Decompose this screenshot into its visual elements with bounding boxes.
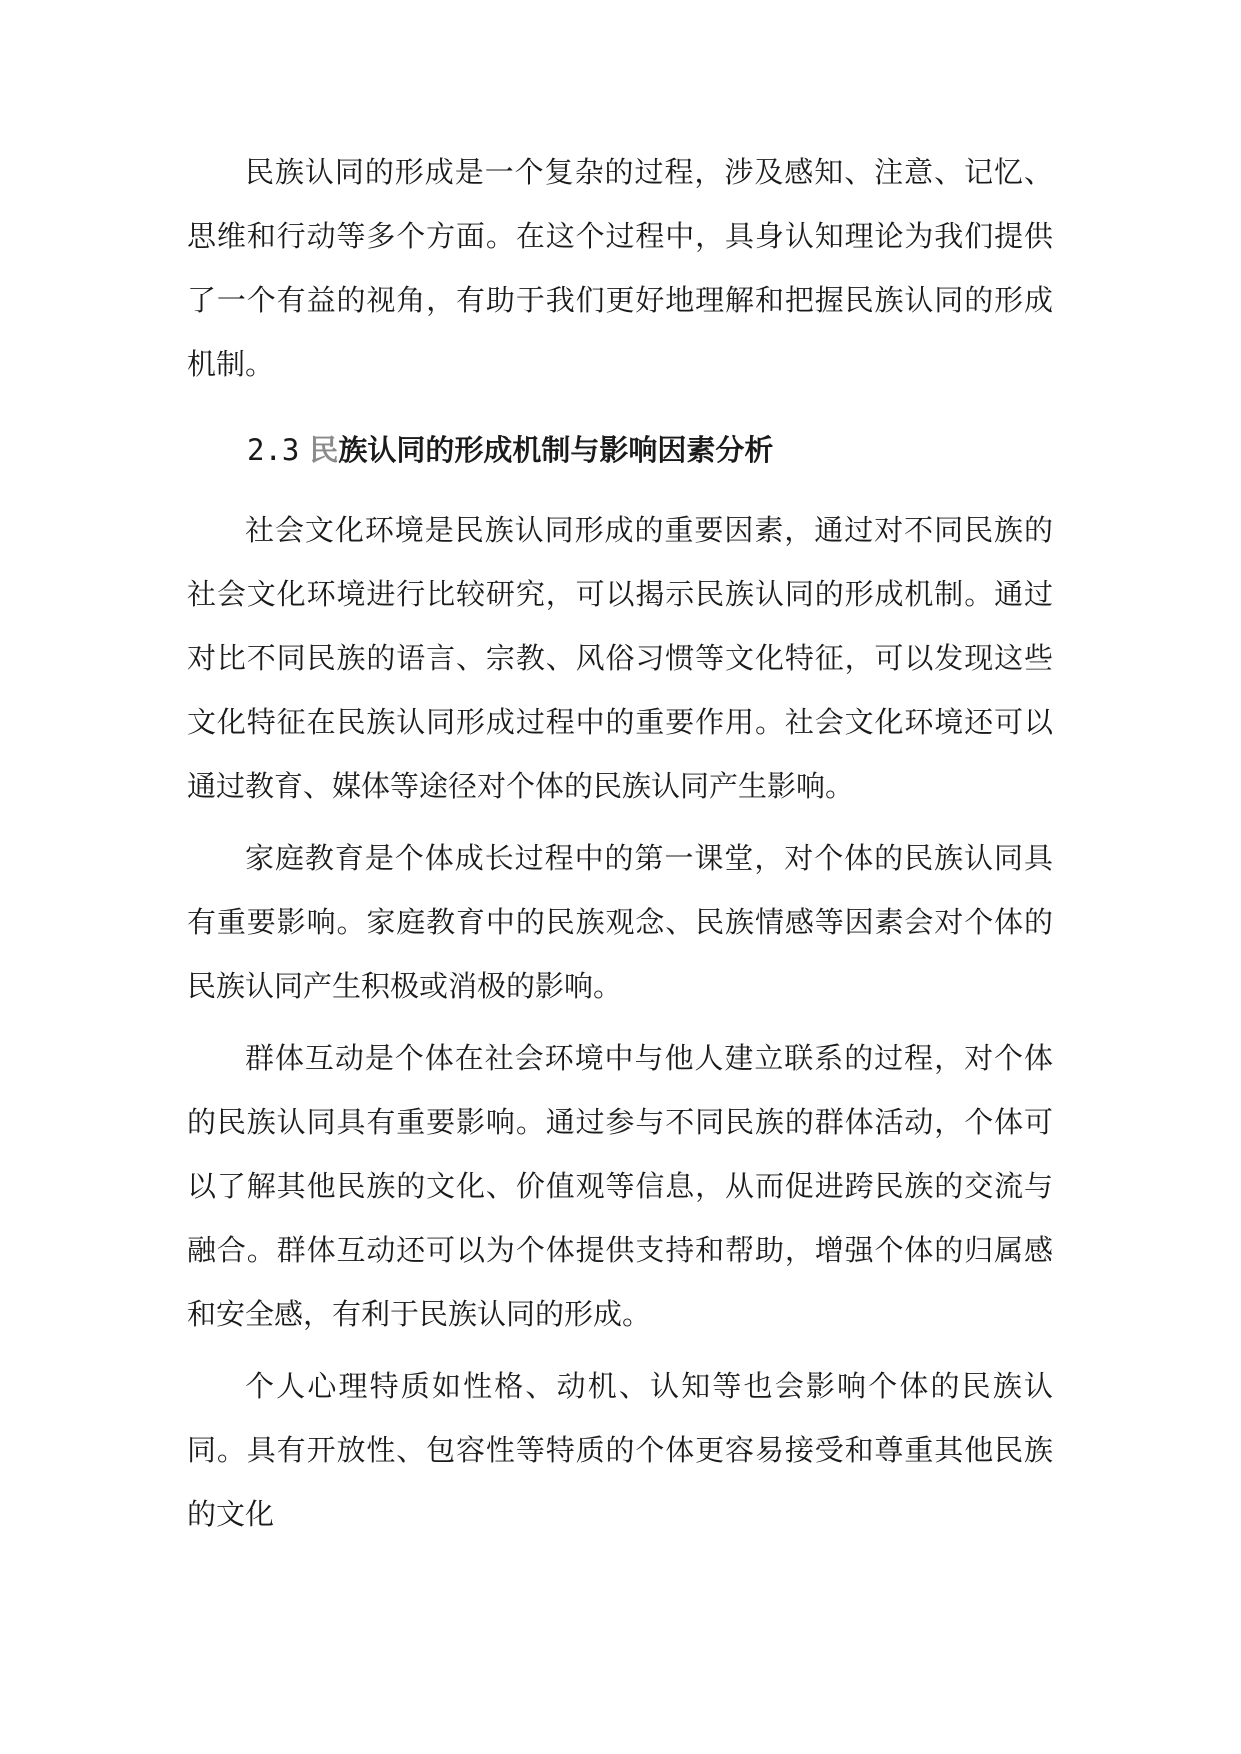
paragraph-personal-traits: 个人心理特质如性格、动机、认知等也会影响个体的民族认同。具有开放性、包容性等特质的个体更容易接受和尊重其他民族的文化 [187, 1369, 1053, 1531]
section-title: 族认同的形成机制与影响因素分析 [338, 433, 774, 467]
paragraph-social-culture: 社会文化环境是民族认同形成的重要因素，通过对不同民族的社会文化环境进行比较研究，可以揭示民族认同的形成机制。通过对比不同民族的语言、宗教、风俗习惯等文化特征，可以发现这些文化特征在民族认同形成过程中的重要作用。社会文化环境还可以通过教育、媒体等途径对个体的民族认同产生影响。 [187, 513, 1053, 803]
paragraph-family-education: 家庭教育是个体成长过程中的第一课堂，对个体的民族认同具有重要影响。家庭教育中的民族观念、民族情感等因素会对个体的民族认同产生积极或消极的影响。 [187, 841, 1053, 1003]
section-number: 2.3 [247, 433, 300, 467]
section-heading [187, 418, 1053, 482]
paragraph-group-interaction: 群体互动是个体在社会环境中与他人建立联系的过程，对个体的民族认同具有重要影响。通过参与不同民族的群体活动，个体可以了解其他民族的文化、价值观等信息，从而促进跨民族的交流与融合。群体互动还可以为个体提供支持和帮助，增强个体的归属感和安全感，有利于民族认同的形成。 [187, 1041, 1053, 1331]
section-title-first-char: 民 [309, 433, 339, 467]
intro-paragraph: 民族认同的形成是一个复杂的过程，涉及感知、注意、记忆、思维和行动等多个方面。在这个过程中，具身认知理论为我们提供了一个有益的视角，有助于我们更好地理解和把握民族认同的形成机制。 [187, 155, 1053, 381]
document-page [187, 140, 1053, 1546]
